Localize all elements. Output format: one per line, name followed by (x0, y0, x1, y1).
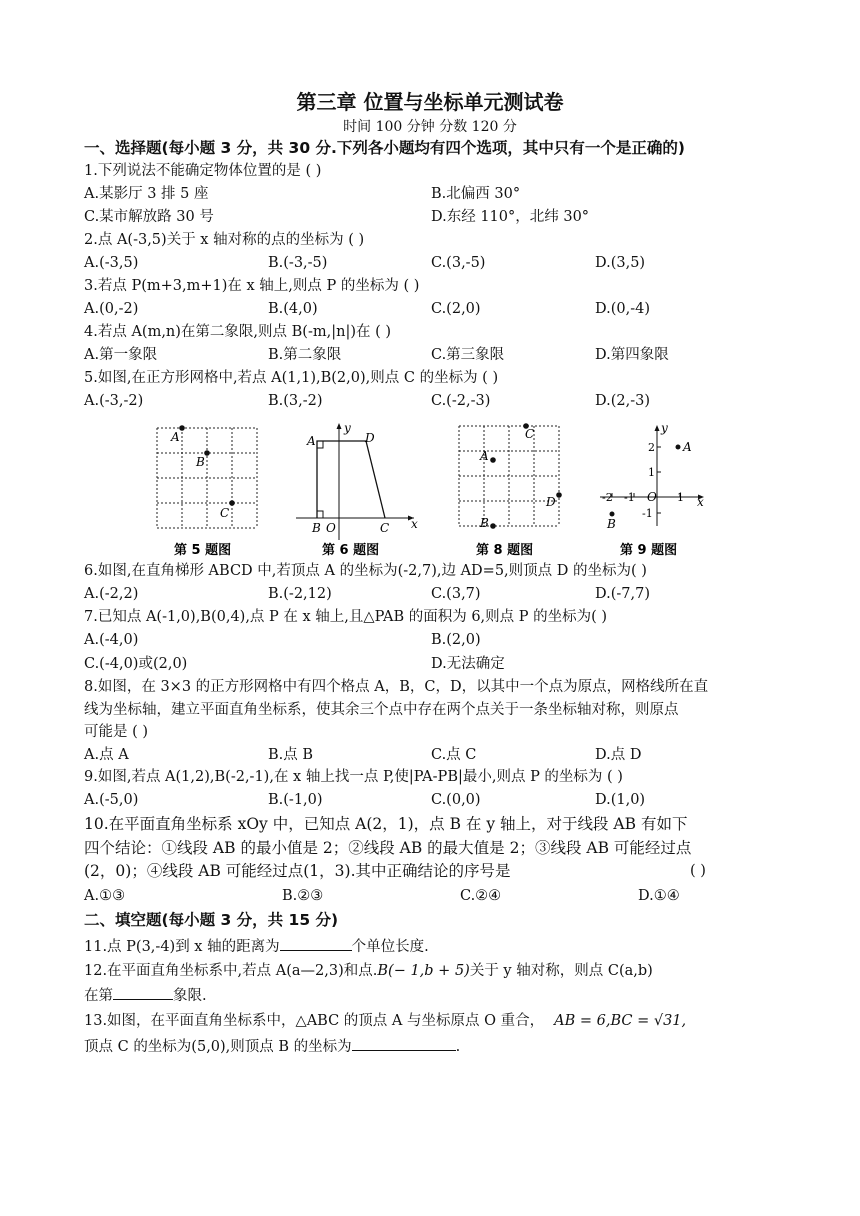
q10-option-d: D.①④ (638, 888, 680, 904)
q8-stem-line-1: 8.如图，在 3×3 的正方形网格中有四个格点 A，B，C，D，以其中一个点为原点，网格线所在直 (84, 679, 709, 695)
q3-option-a: A.(0,-2) (84, 301, 139, 317)
q7-option-d: D.无法确定 (431, 656, 505, 672)
q12-line-1 (84, 961, 653, 981)
q9-option-d: D.(1,0) (595, 792, 646, 808)
q6-option-b: B.(-2,12) (268, 586, 332, 602)
q10-option-b: B.②③ (282, 888, 324, 904)
label-c: C (525, 427, 535, 441)
label-x: x (697, 495, 704, 509)
label-a: A (480, 449, 489, 463)
q7-option-a: A.(-4,0) (84, 632, 139, 648)
q10-stem-line-3: (2，0)；④线段 AB 可能经过点(1，3).其中正确结论的序号是 (84, 862, 511, 880)
q12-text-c: 在第 (84, 988, 113, 1004)
q10-answer-bracket: ( ) (690, 863, 706, 879)
section-2-heading: 二、填空题(每小题 3 分，共 15 分) (84, 911, 339, 929)
label-c: C (220, 506, 230, 520)
figure-6 (292, 420, 422, 560)
q7-stem: 7.已知点 A(-1,0),B(0,4),点 P 在 x 轴上,且△PAB 的面积为 6,则点 P 的坐标为( ) (84, 609, 608, 625)
label-b: B (312, 521, 321, 535)
q5-option-a: A.(-3,-2) (84, 393, 144, 409)
point-b (490, 523, 496, 529)
label-b: B (196, 455, 205, 469)
q2-stem: 2.点 A(-3,5)关于 x 轴对称的点的坐标为 ( ) (84, 232, 365, 248)
q6-stem: 6.如图,在直角梯形 ABCD 中,若顶点 A 的坐标为(-2,7),边 AD=5,则顶点 D 的坐标为( ) (84, 563, 647, 579)
q11-stem (84, 936, 429, 957)
q12-answer-blank[interactable] (113, 985, 173, 1000)
section-1-heading: 一、选择题(每小题 3 分，共 30 分.下列各小题均有四个选项，其中只有一个是正确的) (84, 139, 685, 157)
q6-option-c: C.(3,7) (431, 586, 481, 602)
tick-y-neg1: -1 (642, 507, 653, 520)
q12-line-2 (84, 985, 207, 1006)
point-c (229, 500, 235, 506)
label-a: A (171, 430, 180, 444)
q4-option-d: D.第四象限 (595, 347, 669, 363)
q4-option-a: A.第一象限 (84, 347, 158, 363)
label-o: O (647, 490, 657, 504)
q6-option-a: A.(-2,2) (84, 586, 139, 602)
q9-option-b: B.(-1,0) (268, 792, 323, 808)
q11-text-after: 个单位长度. (351, 939, 429, 955)
q5-option-b: B.(3,-2) (268, 393, 323, 409)
q12-text-a: 12.在平面直角坐标系中,若点 A(a—2,3)和点. (84, 963, 378, 979)
q12-math: B(− 1,b + 5) (377, 963, 470, 979)
q4-option-c: C.第三象限 (431, 347, 505, 363)
label-a: A (307, 434, 316, 448)
point-a (676, 445, 681, 450)
q8-option-c: C.点 C (431, 747, 477, 763)
q13-line-1 (84, 1011, 686, 1031)
tick-y-1: 1 (648, 466, 655, 479)
q10-stem-line-2: 四个结论：①线段 AB 的最小值是 2；②线段 AB 的最大值是 2；③线段 AB 可能经过点 (84, 839, 692, 857)
q9-stem: 9.如图,若点 A(1,2),B(-2,-1),在 x 轴上找一点 P,使|PA-PB|最小,则点 P 的坐标为 ( ) (84, 769, 623, 785)
q13-text-a: 13.如图，在平面直角坐标系中，△ABC 的顶点 A 与坐标原点 O 重合， (84, 1013, 545, 1029)
page-title: 第三章 位置与坐标单元测试卷 (296, 90, 564, 114)
q3-option-d: D.(0,-4) (595, 301, 650, 317)
q1-option-c: C.某市解放路 30 号 (84, 209, 214, 225)
q5-stem: 5.如图,在正方形网格中,若点 A(1,1),B(2,0),则点 C 的坐标为 ( ) (84, 370, 499, 386)
point-b (610, 512, 615, 517)
q2-option-d: D.(3,5) (595, 255, 646, 271)
label-y: y (344, 421, 351, 435)
q13-text-c: . (455, 1039, 461, 1055)
q13-answer-blank[interactable] (352, 1036, 456, 1051)
point-a (490, 457, 496, 463)
q1-option-d: D.东经 110°，北纬 30° (431, 209, 590, 225)
label-b: B (607, 517, 616, 531)
q5-option-d: D.(2,-3) (595, 393, 650, 409)
figure-8-caption: 第 8 题图 (476, 543, 534, 558)
q13-text-b: 顶点 C 的坐标为(5,0),则顶点 B 的坐标为 (84, 1039, 352, 1055)
q9-option-c: C.(0,0) (431, 792, 481, 808)
q2-option-b: B.(-3,-5) (268, 255, 328, 271)
label-b: B (480, 516, 489, 530)
tick-x-1: 1 (677, 491, 684, 504)
q11-text-before: 11.点 P(3,-4)到 x 轴的距离为 (84, 939, 280, 955)
tick-y-2: 2 (648, 441, 655, 454)
q8-stem-line-3: 可能是 ( ) (84, 724, 149, 740)
q3-option-b: B.(4,0) (268, 301, 318, 317)
q7-option-b: B.(2,0) (431, 632, 481, 648)
q9-option-a: A.(-5,0) (84, 792, 139, 808)
figure-5 (150, 420, 270, 560)
q10-option-a: A.①③ (84, 888, 126, 904)
q10-option-c: C.②④ (460, 888, 502, 904)
label-d: D (365, 431, 375, 445)
q1-option-b: B.北偏西 30° (431, 186, 521, 202)
label-d: D (546, 495, 556, 509)
q5-option-c: C.(-2,-3) (431, 393, 491, 409)
q8-option-b: B.点 B (268, 747, 314, 763)
q11-answer-blank[interactable] (280, 936, 352, 951)
point-d (556, 492, 562, 498)
point-b (204, 450, 210, 456)
q4-option-b: B.第二象限 (268, 347, 342, 363)
exam-info: 时间 100 分钟 分数 120 分 (343, 119, 517, 135)
label-x: x (411, 517, 418, 531)
q7-option-c: C.(-4,0)或(2,0) (84, 656, 188, 672)
q12-text-b: 关于 y 轴对称，则点 C(a,b) (469, 963, 653, 979)
q3-stem: 3.若点 P(m+3,m+1)在 x 轴上,则点 P 的坐标为 ( ) (84, 278, 420, 294)
q2-option-a: A.(-3,5) (84, 255, 139, 271)
tick-x-neg1: -1 (624, 491, 635, 504)
q1-option-a: A.某影厅 3 排 5 座 (84, 186, 209, 202)
q2-option-c: C.(3,-5) (431, 255, 486, 271)
label-y: y (661, 421, 668, 435)
q3-option-c: C.(2,0) (431, 301, 481, 317)
q1-stem: 1.下列说法不能确定物体位置的是 ( ) (84, 163, 322, 179)
q8-stem-line-2: 线为坐标轴，建立平面直角坐标系，使其余三个点中存在两个点关于一条坐标轴对称，则原点 (84, 702, 679, 718)
q6-option-d: D.(-7,7) (595, 586, 650, 602)
figure-9-caption: 第 9 题图 (620, 543, 678, 558)
q8-option-a: A.点 A (84, 747, 129, 763)
q13-math: AB = 6,BC = √31, (554, 1013, 687, 1029)
q10-stem-line-1: 10.在平面直角坐标系 xOy 中，已知点 A(2，1)，点 B 在 y 轴上，对于线段 AB 有如下 (84, 815, 688, 833)
q12-text-d: 象限. (173, 988, 207, 1004)
q4-stem: 4.若点 A(m,n)在第二象限,则点 B(-m,|n|)在 ( ) (84, 324, 392, 340)
point-a (179, 425, 185, 431)
q13-line-2 (84, 1036, 460, 1057)
figure-6-caption: 第 6 题图 (322, 543, 380, 558)
label-o: O (326, 521, 336, 535)
q8-option-d: D.点 D (595, 747, 642, 763)
figure-5-caption: 第 5 题图 (174, 543, 232, 558)
figure-8 (452, 420, 577, 560)
label-c: C (380, 521, 390, 535)
label-a: A (683, 440, 692, 454)
figure-9 (596, 420, 716, 560)
tick-x-neg2: -2 (602, 491, 613, 504)
